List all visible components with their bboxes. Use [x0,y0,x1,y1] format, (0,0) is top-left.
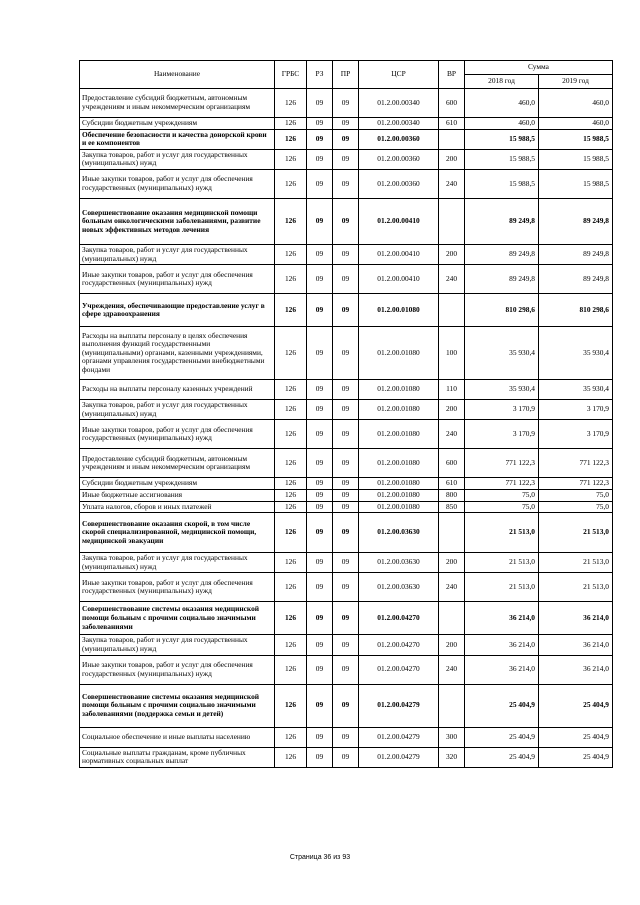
row-name: Иные закупки товаров, работ и услуг для обеспечения государственных (муниципальных) нужд [80,265,275,294]
row-csr: 01.2.00.00340 [359,118,439,130]
row-grbs: 126 [275,118,307,130]
row-name: Закупка товаров, работ и услуг для государственных (муниципальных) нужд [80,149,275,169]
row-pr: 09 [333,449,359,478]
row-sum-2018: 25 404,9 [465,727,539,747]
row-vr: 800 [439,489,465,501]
row-sum-2018: 3 170,9 [465,400,539,420]
row-rz: 09 [307,573,333,602]
row-pr: 09 [333,489,359,501]
row-csr: 01.2.00.04270 [359,635,439,655]
row-sum-2019: 3 170,9 [539,400,613,420]
table-row [80,602,613,635]
row-vr: 600 [439,449,465,478]
row-sum-2018: 36 214,0 [465,655,539,684]
table-row [80,327,613,380]
row-sum-2019: 15 988,5 [539,129,613,149]
row-rz: 09 [307,198,333,244]
row-pr: 09 [333,747,359,767]
row-name: Учреждения, обеспечивающие предоставление услуг в сфере здравоохранения [80,294,275,327]
row-sum-2019: 25 404,9 [539,727,613,747]
row-vr [439,198,465,244]
row-vr: 240 [439,265,465,294]
table-row [80,149,613,169]
row-csr: 01.2.00.04270 [359,655,439,684]
header-sum: Сумма [465,61,613,75]
budget-table [79,60,613,768]
row-csr: 01.2.00.01080 [359,327,439,380]
row-sum-2018: 89 249,8 [465,198,539,244]
row-csr: 01.2.00.04279 [359,747,439,767]
row-rz: 09 [307,727,333,747]
table-row [80,169,613,198]
row-csr: 01.2.00.03630 [359,573,439,602]
table-row [80,89,613,118]
table-row [80,420,613,449]
row-sum-2018: 35 930,4 [465,380,539,400]
row-vr: 200 [439,553,465,573]
row-rz: 09 [307,265,333,294]
row-sum-2018: 15 988,5 [465,149,539,169]
row-grbs: 126 [275,89,307,118]
row-vr [439,684,465,727]
row-rz: 09 [307,327,333,380]
row-pr: 09 [333,149,359,169]
row-pr: 09 [333,327,359,380]
table-row [80,727,613,747]
row-grbs: 126 [275,294,307,327]
row-sum-2019: 75,0 [539,501,613,513]
row-vr: 200 [439,149,465,169]
row-csr: 01.2.00.01080 [359,420,439,449]
row-rz: 09 [307,89,333,118]
row-pr: 09 [333,573,359,602]
row-name: Закупка товаров, работ и услуг для государственных (муниципальных) нужд [80,635,275,655]
row-csr: 01.2.00.00360 [359,149,439,169]
row-rz: 09 [307,400,333,420]
row-pr: 09 [333,380,359,400]
row-rz: 09 [307,294,333,327]
header-csr: ЦСР [359,61,439,89]
row-grbs: 126 [275,380,307,400]
row-grbs: 126 [275,198,307,244]
row-name: Иные закупки товаров, работ и услуг для обеспечения государственных (муниципальных) нужд [80,420,275,449]
row-sum-2019: 25 404,9 [539,747,613,767]
row-sum-2019: 15 988,5 [539,149,613,169]
header-grbs: ГРБС [275,61,307,89]
row-grbs: 126 [275,501,307,513]
row-pr: 09 [333,169,359,198]
row-rz: 09 [307,747,333,767]
row-grbs: 126 [275,602,307,635]
row-name: Обеспечение безопасности и качества донорской крови и ее компонентов [80,129,275,149]
row-sum-2019: 89 249,8 [539,198,613,244]
row-vr: 240 [439,420,465,449]
row-grbs: 126 [275,655,307,684]
row-name: Закупка товаров, работ и услуг для государственных (муниципальных) нужд [80,400,275,420]
row-grbs: 126 [275,478,307,490]
row-sum-2018: 460,0 [465,118,539,130]
row-name: Совершенствование системы оказания медицинской помощи больным с прочими социально значимыми заболеваниями (поддержка семьи и детей) [80,684,275,727]
row-pr: 09 [333,553,359,573]
row-name: Иные бюджетные ассигнования [80,489,275,501]
row-rz: 09 [307,489,333,501]
row-sum-2019: 36 214,0 [539,655,613,684]
header-rz: РЗ [307,61,333,89]
row-name: Закупка товаров, работ и услуг для государственных (муниципальных) нужд [80,553,275,573]
row-grbs: 126 [275,449,307,478]
row-grbs: 126 [275,327,307,380]
row-name: Иные закупки товаров, работ и услуг для обеспечения государственных (муниципальных) нужд [80,655,275,684]
row-sum-2019: 89 249,8 [539,244,613,264]
row-sum-2018: 36 214,0 [465,602,539,635]
row-pr: 09 [333,602,359,635]
row-grbs: 126 [275,169,307,198]
row-vr: 300 [439,727,465,747]
table-row [80,635,613,655]
row-name: Социальное обеспечение и иные выплаты населению [80,727,275,747]
row-rz: 09 [307,684,333,727]
row-sum-2019: 771 122,3 [539,478,613,490]
row-vr: 610 [439,478,465,490]
table-row [80,489,613,501]
row-vr: 100 [439,327,465,380]
row-csr: 01.2.00.01080 [359,501,439,513]
row-rz: 09 [307,449,333,478]
row-rz: 09 [307,501,333,513]
header-name: Наименование [80,61,275,89]
table-row [80,294,613,327]
row-pr: 09 [333,265,359,294]
table-row [80,118,613,130]
row-grbs: 126 [275,684,307,727]
row-grbs: 126 [275,489,307,501]
row-sum-2019: 21 513,0 [539,573,613,602]
row-sum-2019: 15 988,5 [539,169,613,198]
row-vr: 240 [439,169,465,198]
table-header [80,61,613,89]
row-sum-2018: 771 122,3 [465,478,539,490]
row-pr: 09 [333,198,359,244]
row-sum-2019: 75,0 [539,489,613,501]
row-sum-2018: 15 988,5 [465,129,539,149]
row-sum-2019: 810 298,6 [539,294,613,327]
row-csr: 01.2.00.01080 [359,449,439,478]
row-csr: 01.2.00.04279 [359,684,439,727]
row-sum-2019: 25 404,9 [539,684,613,727]
row-grbs: 126 [275,747,307,767]
row-vr: 240 [439,655,465,684]
row-vr [439,513,465,553]
row-grbs: 126 [275,573,307,602]
row-sum-2019: 35 930,4 [539,380,613,400]
row-pr: 09 [333,118,359,130]
row-grbs: 126 [275,244,307,264]
row-csr: 01.2.00.01080 [359,294,439,327]
row-sum-2018: 771 122,3 [465,449,539,478]
table-row [80,747,613,767]
table-row [80,553,613,573]
row-sum-2018: 36 214,0 [465,635,539,655]
row-name: Совершенствование системы оказания медицинской помощи больным с прочими социально значимыми заболеваниями [80,602,275,635]
row-sum-2018: 75,0 [465,501,539,513]
table-row [80,380,613,400]
row-csr: 01.2.00.03630 [359,553,439,573]
row-rz: 09 [307,602,333,635]
row-csr: 01.2.00.00360 [359,129,439,149]
row-csr: 01.2.00.00410 [359,265,439,294]
row-sum-2019: 36 214,0 [539,635,613,655]
row-name: Совершенствование оказания скорой, в том числе скорой специализированной, медицинской помощи, медицинской эвакуации [80,513,275,553]
row-vr: 200 [439,400,465,420]
row-sum-2019: 771 122,3 [539,449,613,478]
row-grbs: 126 [275,553,307,573]
row-name: Субсидии бюджетным учреждениям [80,478,275,490]
row-rz: 09 [307,129,333,149]
table-row [80,129,613,149]
row-sum-2018: 460,0 [465,89,539,118]
header-vr: ВР [439,61,465,89]
row-vr: 110 [439,380,465,400]
page-number: Страница 36 из 93 [289,854,351,861]
row-csr: 01.2.00.01080 [359,478,439,490]
row-rz: 09 [307,478,333,490]
row-name: Расходы на выплаты персоналу казенных учреждений [80,380,275,400]
row-vr: 600 [439,89,465,118]
row-rz: 09 [307,513,333,553]
row-rz: 09 [307,420,333,449]
row-vr: 850 [439,501,465,513]
row-vr [439,129,465,149]
row-pr: 09 [333,684,359,727]
header-pr: ПР [333,61,359,89]
header-year-2019: 2019 год [539,75,613,89]
row-grbs: 126 [275,400,307,420]
header-year-2018: 2018 год [465,75,539,89]
row-sum-2018: 15 988,5 [465,169,539,198]
row-pr: 09 [333,129,359,149]
row-pr: 09 [333,635,359,655]
table-row [80,198,613,244]
row-pr: 09 [333,513,359,553]
row-rz: 09 [307,655,333,684]
row-sum-2019: 21 513,0 [539,513,613,553]
row-csr: 01.2.00.03630 [359,513,439,553]
row-sum-2018: 21 513,0 [465,553,539,573]
row-rz: 09 [307,169,333,198]
row-sum-2018: 75,0 [465,489,539,501]
row-name: Уплата налогов, сборов и иных платежей [80,501,275,513]
row-csr: 01.2.00.04279 [359,727,439,747]
table-row [80,513,613,553]
row-name: Расходы на выплаты персоналу в целях обеспечения выполнения функций государственными (муниципальными) органами, казенными учреждениями, органами управления государственными внебюджетными фондами [80,327,275,380]
table-row [80,478,613,490]
row-grbs: 126 [275,635,307,655]
table-row [80,655,613,684]
row-pr: 09 [333,501,359,513]
row-rz: 09 [307,149,333,169]
row-rz: 09 [307,380,333,400]
row-sum-2019: 460,0 [539,118,613,130]
row-name: Предоставление субсидий бюджетным, автономным учреждениям и иным некоммерческим организациям [80,449,275,478]
row-grbs: 126 [275,727,307,747]
row-sum-2019: 89 249,8 [539,265,613,294]
row-sum-2018: 21 513,0 [465,513,539,553]
row-name: Иные закупки товаров, работ и услуг для обеспечения государственных (муниципальных) нужд [80,169,275,198]
row-sum-2018: 35 930,4 [465,327,539,380]
row-grbs: 126 [275,513,307,553]
row-grbs: 126 [275,129,307,149]
table-row [80,265,613,294]
row-sum-2018: 21 513,0 [465,573,539,602]
row-vr: 200 [439,244,465,264]
row-sum-2018: 25 404,9 [465,684,539,727]
row-sum-2018: 810 298,6 [465,294,539,327]
row-csr: 01.2.00.01080 [359,380,439,400]
row-csr: 01.2.00.01080 [359,400,439,420]
row-csr: 01.2.00.00410 [359,244,439,264]
row-name: Социальные выплаты гражданам, кроме публичных нормативных социальных выплат [80,747,275,767]
row-sum-2019: 35 930,4 [539,327,613,380]
table-row [80,684,613,727]
row-rz: 09 [307,244,333,264]
row-sum-2019: 460,0 [539,89,613,118]
row-pr: 09 [333,294,359,327]
row-grbs: 126 [275,149,307,169]
row-csr: 01.2.00.00340 [359,89,439,118]
row-pr: 09 [333,89,359,118]
row-grbs: 126 [275,265,307,294]
row-pr: 09 [333,400,359,420]
table-row [80,244,613,264]
row-pr: 09 [333,478,359,490]
row-vr: 200 [439,635,465,655]
row-name: Совершенствование оказания медицинской помощи больным онкологическими заболеваниями, развитие новых эффективных методов лечения [80,198,275,244]
row-vr: 610 [439,118,465,130]
table-row [80,400,613,420]
row-sum-2019: 36 214,0 [539,602,613,635]
row-vr: 320 [439,747,465,767]
row-sum-2018: 89 249,8 [465,244,539,264]
row-vr: 240 [439,573,465,602]
row-name: Иные закупки товаров, работ и услуг для обеспечения государственных (муниципальных) нужд [80,573,275,602]
row-sum-2018: 3 170,9 [465,420,539,449]
row-sum-2018: 89 249,8 [465,265,539,294]
row-rz: 09 [307,553,333,573]
table-row [80,573,613,602]
row-name: Предоставление субсидий бюджетным, автономным учреждениям и иным некоммерческим организациям [80,89,275,118]
row-csr: 01.2.00.00410 [359,198,439,244]
row-name: Закупка товаров, работ и услуг для государственных (муниципальных) нужд [80,244,275,264]
row-pr: 09 [333,727,359,747]
row-csr: 01.2.00.04270 [359,602,439,635]
row-vr [439,294,465,327]
row-csr: 01.2.00.01080 [359,489,439,501]
row-rz: 09 [307,635,333,655]
row-pr: 09 [333,420,359,449]
row-sum-2018: 25 404,9 [465,747,539,767]
row-csr: 01.2.00.00360 [359,169,439,198]
table-row [80,449,613,478]
row-sum-2019: 21 513,0 [539,553,613,573]
row-pr: 09 [333,244,359,264]
row-vr [439,602,465,635]
row-name: Субсидии бюджетным учреждениям [80,118,275,130]
table-row [80,501,613,513]
row-pr: 09 [333,655,359,684]
row-rz: 09 [307,118,333,130]
row-sum-2019: 3 170,9 [539,420,613,449]
row-grbs: 126 [275,420,307,449]
table-body [80,89,613,768]
